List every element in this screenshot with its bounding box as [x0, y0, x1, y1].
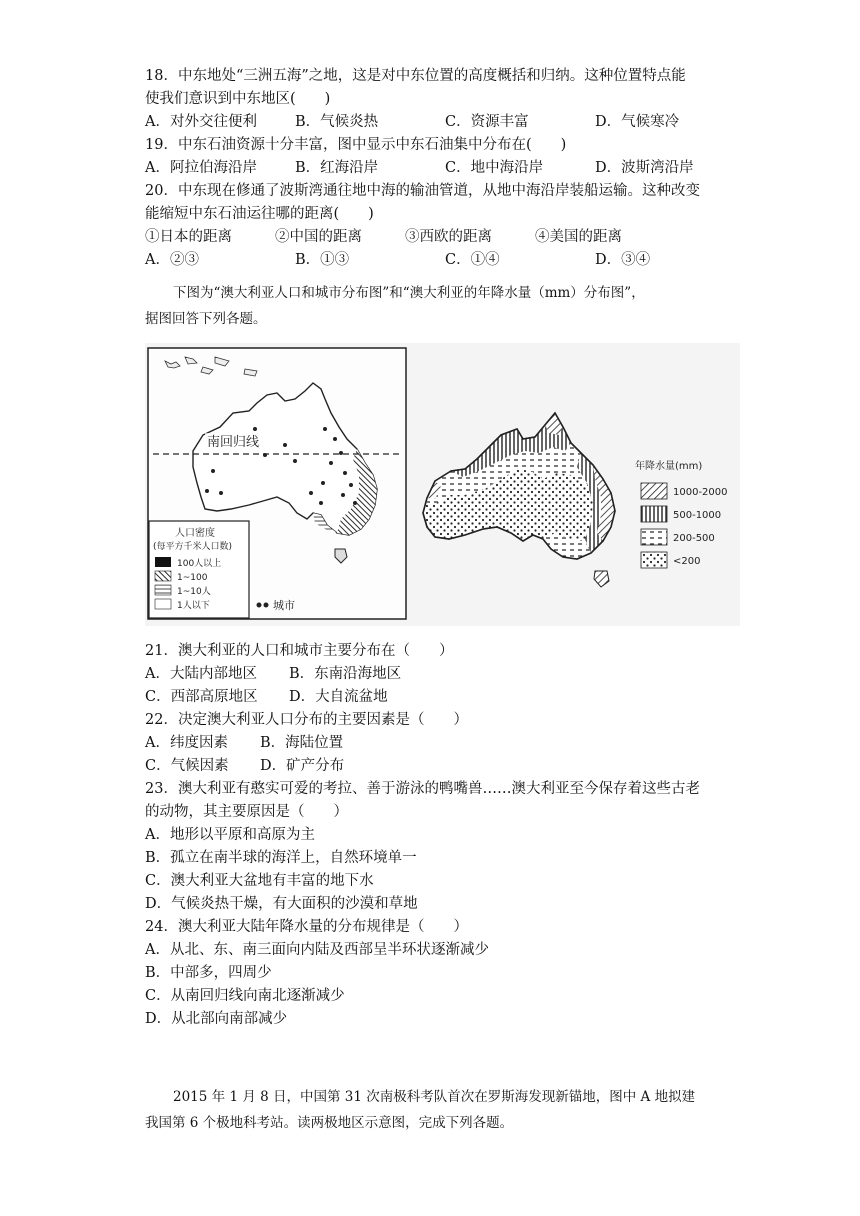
q20-stem-line2: 能缩短中东石油运往哪的距离( ): [145, 206, 374, 222]
q18-option-a: A．对外交往便利: [145, 114, 257, 130]
antarctic-intro-line1: 2015 年 1 月 8 日，中国第 31 次南极科考队首次在罗斯海发现新锚地，图中 A 地拟建: [173, 1089, 696, 1105]
population-map: [148, 348, 406, 619]
city-legend-label: 城市: [273, 599, 295, 612]
q19-option-c: C．地中海沿岸: [445, 160, 544, 176]
precip-swatch-500-1000: [641, 506, 667, 522]
precip-legend-title: 年降水量(mm): [635, 461, 703, 472]
q22-option-b: B．海陆位置: [260, 735, 344, 751]
q20-choice-4: ④美国的距离: [535, 229, 622, 245]
q22-option-d: D．矿产分布: [260, 758, 345, 774]
q20-choice-3: ③西欧的距离: [405, 229, 492, 245]
q21-option-d: D．大自流盆地: [289, 689, 388, 705]
q23-stem-line1: 23．澳大利亚有憨实可爱的考拉、善于游泳的鸭嘴兽……澳大利亚至今保存着这些古老: [145, 781, 700, 797]
q21-option-b: B．东南沿海地区: [289, 666, 402, 682]
q18-stem-line1: 18．中东地处“三洲五海”之地，这是对中东位置的高度概括和归纳。这种位置特点能: [145, 68, 686, 84]
q24-option-c: C．从南回归线向南北逐渐减少: [145, 988, 345, 1004]
australia-intro-line1: 下图为“澳大利亚人口和城市分布图”和“澳大利亚的年降水量（mm）分布图”，: [173, 285, 645, 301]
city-legend-dot2: [264, 603, 269, 608]
q20-choice-2: ②中国的距离: [275, 229, 362, 245]
q22-row1: [145, 733, 343, 753]
q21-option-c: C．西部高原地区: [145, 689, 258, 705]
legend-swatch-1-100: [155, 571, 171, 581]
legend-swatch-below-1: [155, 599, 171, 609]
q22-option-c: C．气候因素: [145, 758, 229, 774]
legend-title-line1: 人口密度: [175, 528, 215, 539]
legend-label-100plus: 100人以上: [177, 559, 222, 569]
q23-option-a: A．地形以平原和高原为主: [145, 827, 315, 843]
precip-swatch-1000-2000: [641, 483, 667, 499]
q24-option-d: D．从北部向南部减少: [145, 1011, 288, 1027]
q23-stem-line2: 的动物，其主要原因是（ ）: [145, 804, 348, 820]
q19-stem: 19．中东石油资源十分丰富，图中显示中东石油集中分布在( ): [145, 137, 567, 153]
q21-row2: [145, 687, 388, 707]
legend-label-1-100: 1~100: [177, 573, 208, 583]
q23-option-d: D．气候炎热干燥，有大面积的沙漠和草地: [145, 896, 418, 912]
q24-stem: 24．澳大利亚大陆年降水量的分布规律是（ ）: [145, 919, 468, 935]
q18-options: [145, 112, 679, 132]
q19-option-a: A．阿拉伯海沿岸: [145, 160, 257, 176]
q19-option-b: B．红海沿岸: [295, 160, 379, 176]
q22-stem: 22．决定澳大利亚人口分布的主要因素是（ ）: [145, 712, 468, 728]
q23-option-b: B．孤立在南半球的海洋上，自然环境单一: [145, 850, 417, 866]
q19-option-d: D．波斯湾沿岸: [595, 160, 694, 176]
q18-option-b: B．气候炎热: [295, 114, 379, 130]
q20-options: [145, 250, 650, 270]
q21-stem: 21．澳大利亚的人口和城市主要分布在（ ）: [145, 643, 454, 659]
q20-option-a: A．②③: [145, 252, 199, 268]
q24-option-b: B．中部多，四周少: [145, 965, 272, 981]
q20-option-d: D．③④: [595, 252, 651, 268]
precip-swatch-200-500: [641, 529, 667, 545]
tropic-label: 南回归线: [207, 435, 260, 450]
australia-maps-figure: [145, 343, 740, 626]
legend-title-line2: (每平方千米人口数): [153, 542, 233, 552]
q20-stem-line1: 20．中东现在修通了波斯湾通往地中海的输油管道，从地中海沿岸装船运输。这种改变: [145, 183, 700, 199]
precip-label-1000-2000: 1000-2000: [673, 487, 728, 498]
q20-option-b: B．①③: [295, 252, 350, 268]
legend-label-1-10: 1~10人: [177, 587, 211, 597]
antarctic-intro: [145, 1084, 725, 1136]
q20-choices: [145, 227, 622, 247]
q21-option-a: A．大陆内部地区: [145, 666, 257, 682]
legend-label-below-1: 1人以下: [177, 601, 210, 611]
q19-options: [145, 158, 694, 178]
australia-intro-line2: 据图回答下列各题。: [145, 311, 267, 327]
q18-option-c: C．资源丰富: [445, 114, 529, 130]
q23-option-c: C．澳大利亚大盆地有丰富的地下水: [145, 873, 374, 889]
precip-label-500-1000: 500-1000: [673, 510, 722, 521]
australia-intro: [145, 280, 725, 332]
q18-stem-line2: 使我们意识到中东地区( ): [145, 91, 331, 107]
q20-option-c: C．①④: [445, 252, 500, 268]
legend-swatch-1-10: [155, 585, 171, 595]
antarctic-intro-line2: 我国第 6 个极地科考站。读两极地区示意图，完成下列各题。: [145, 1115, 514, 1131]
q24-option-a: A．从北、东、南三面向内陆及西部呈半环状逐渐减少: [145, 942, 489, 958]
precip-label-200-500: 200-500: [673, 533, 715, 544]
q22-option-a: A．纬度因素: [145, 735, 228, 751]
q21-row1: [145, 664, 401, 684]
q18-option-d: D．气候寒冷: [595, 114, 680, 130]
q22-row2: [145, 756, 344, 776]
precip-swatch-below-200: [641, 552, 667, 568]
precip-label-below-200: <200: [673, 556, 701, 567]
city-legend-dot1: [257, 603, 262, 608]
legend-swatch-100plus: [155, 557, 171, 567]
q20-choice-1: ①日本的距离: [145, 229, 232, 245]
